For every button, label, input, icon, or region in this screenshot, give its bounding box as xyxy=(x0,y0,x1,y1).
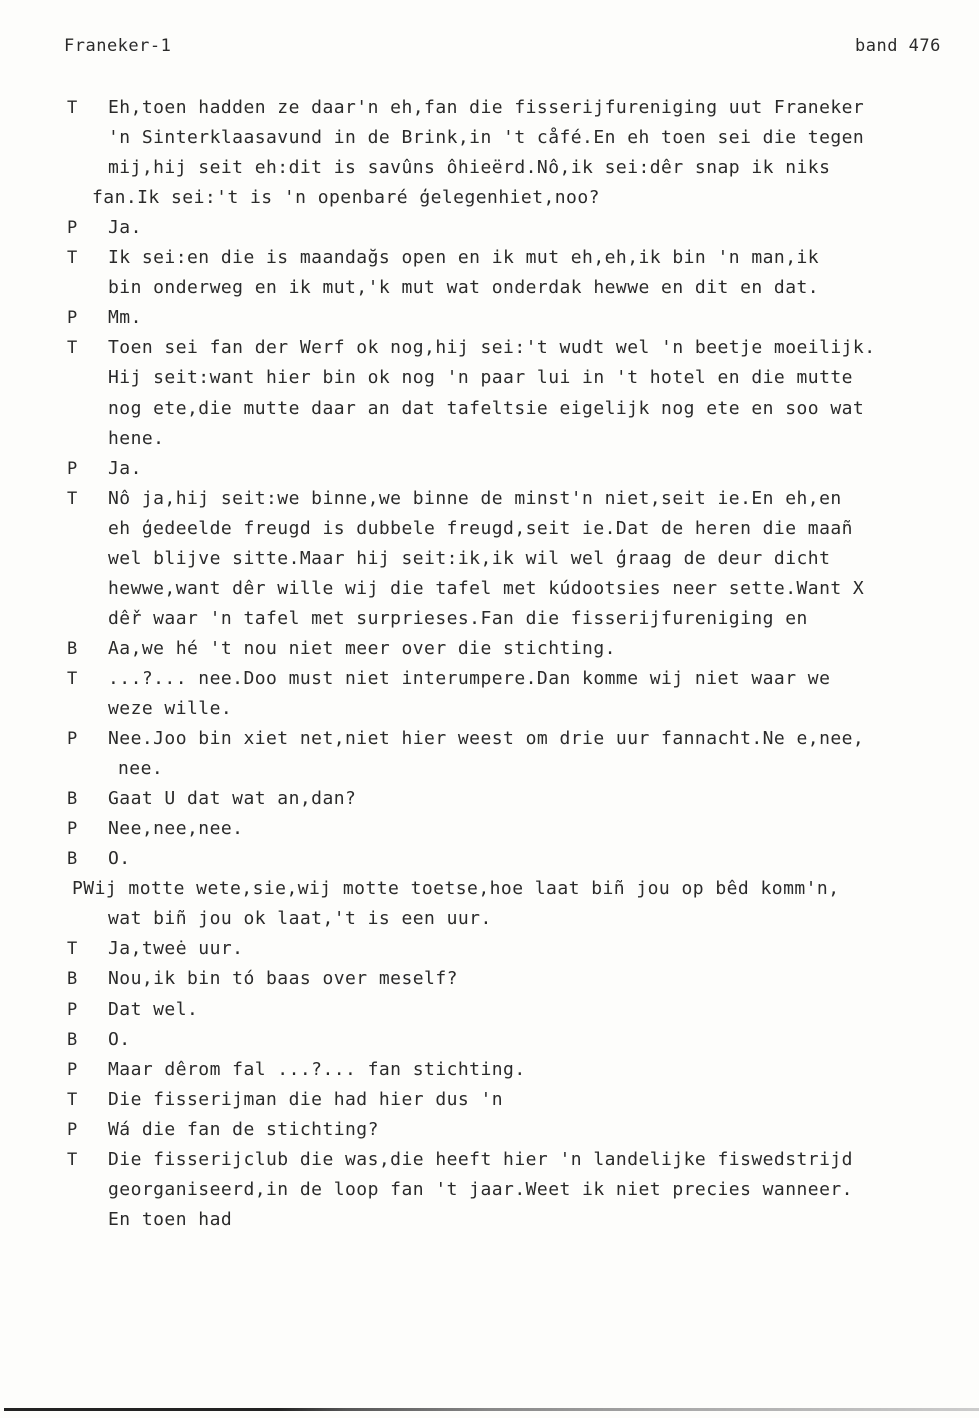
transcript-line xyxy=(0,754,979,784)
line-text: Hij seit:want hier bin ok nog 'n paar lui in 't hotel en die mutte xyxy=(108,367,853,388)
line-text: 'n Sinterklaasavund in de Brink,in 't cåfé.En eh toen sei die tegen xyxy=(108,127,865,148)
header-title: Franeker-1 xyxy=(64,36,172,56)
line-text: Toen sei fan der Werf ok nog,hij sei:'t wudt wel 'n beetje moeilijk. xyxy=(108,337,876,358)
transcript-line xyxy=(0,634,979,664)
line-text: nee. xyxy=(118,758,164,779)
transcript-line xyxy=(0,664,979,694)
transcript-line xyxy=(0,183,979,213)
transcript-line xyxy=(0,303,979,333)
line-text: Die fisserijclub die was,die heeft hier 'n landelijke fiswedstrijd xyxy=(108,1149,853,1170)
line-text: Eh,toen hadden ze daar'n eh,fan die fisserijfureniging uut Franeker xyxy=(108,97,865,118)
speaker-code: T xyxy=(67,1150,78,1170)
line-text: georganiseerd,in de loop fan 't jaar.Weet ik niet precies wanneer. xyxy=(108,1179,853,1200)
transcript-line xyxy=(0,213,979,243)
speaker-code: P xyxy=(67,308,78,328)
transcript-line xyxy=(0,363,979,393)
line-text: PWij motte wete,sie,wij motte toetse,hoe laat biñ jou op bêd komm'n, xyxy=(72,878,840,899)
transcript-line xyxy=(0,694,979,724)
transcript-line xyxy=(0,964,979,994)
speaker-code: P xyxy=(67,218,78,238)
transcript-line xyxy=(0,273,979,303)
transcript-line xyxy=(0,784,979,814)
line-text: Ik sei:en die is maandağs open en ik mut eh,eh,ik bin 'n man,ik xyxy=(108,247,820,268)
line-text: dêř waar 'n tafel met surprieses.Fan die fisserijfureniging en xyxy=(108,608,808,629)
speaker-code: T xyxy=(67,338,78,358)
line-text: hene. xyxy=(108,428,165,449)
speaker-code: T xyxy=(67,669,78,689)
line-text: En toen had xyxy=(108,1209,233,1230)
transcript-line xyxy=(0,995,979,1025)
transcript-line xyxy=(0,1055,979,1085)
speaker-code: P xyxy=(67,1000,78,1020)
transcript-line xyxy=(0,1025,979,1055)
speaker-code: P xyxy=(67,1060,78,1080)
scan-edge-line xyxy=(4,1408,979,1411)
transcript-line xyxy=(0,604,979,634)
line-text: Die fisserijman die had hier dus 'n xyxy=(108,1089,504,1110)
transcript-line xyxy=(0,814,979,844)
line-text: hewwe,want dêr wille wij die tafel met kúdootsies neer sette.Want X xyxy=(108,578,865,599)
transcript-line xyxy=(0,1115,979,1145)
speaker-code: T xyxy=(67,489,78,509)
transcript-line xyxy=(0,153,979,183)
transcript-line xyxy=(0,934,979,964)
line-text: Aa,we hé 't nou niet meer over die stichting. xyxy=(108,638,616,659)
transcript-line xyxy=(0,123,979,153)
line-text: O. xyxy=(108,848,131,869)
transcript-line xyxy=(0,454,979,484)
speaker-code: T xyxy=(67,939,78,959)
transcript-line xyxy=(0,724,979,754)
line-text: Mm. xyxy=(108,307,142,328)
speaker-code: B xyxy=(67,849,78,869)
line-text: bin onderweg en ik mut,'k mut wat onderdak hewwe en dit en dat. xyxy=(108,277,820,298)
transcript-line xyxy=(0,574,979,604)
transcript-line xyxy=(0,1205,979,1235)
line-text: O. xyxy=(108,1029,131,1050)
line-text: Dat wel. xyxy=(108,999,199,1020)
speaker-code: P xyxy=(67,459,78,479)
speaker-code: T xyxy=(67,248,78,268)
speaker-code: T xyxy=(67,98,78,118)
transcript-line xyxy=(0,93,979,123)
transcript-line xyxy=(0,844,979,874)
line-text: wel blijve sitte.Maar hij seit:ik,ik wil wel ģraag de deur dicht xyxy=(108,548,831,569)
line-text: wat biñ jou ok laat,'t is een uur. xyxy=(108,908,492,929)
line-text: fan.Ik sei:'t is 'n openbaré ģelegenhiet,noo? xyxy=(92,187,600,208)
speaker-code: T xyxy=(67,1090,78,1110)
line-text: weze wille. xyxy=(108,698,233,719)
transcript-line xyxy=(0,1145,979,1175)
line-text: Ja. xyxy=(108,458,142,479)
line-text: Nou,ik bin tó baas over meself? xyxy=(108,968,458,989)
speaker-code: P xyxy=(67,819,78,839)
transcript-line xyxy=(0,333,979,363)
speaker-code: B xyxy=(67,969,78,989)
speaker-code: B xyxy=(67,639,78,659)
transcript-line xyxy=(0,1175,979,1205)
transcript-line xyxy=(0,424,979,454)
transcript-line xyxy=(0,484,979,514)
line-text: Gaat U dat wat an,dan? xyxy=(108,788,357,809)
speaker-code: P xyxy=(67,729,78,749)
speaker-code: P xyxy=(67,1120,78,1140)
transcript-line xyxy=(0,904,979,934)
speaker-code: B xyxy=(67,789,78,809)
transcript-line xyxy=(0,243,979,273)
line-text: nog ete,die mutte daar an dat tafeltsie eigelijk nog ete en soo wat xyxy=(108,398,865,419)
line-text: ...?... nee.Doo must niet interumpere.Dan komme wij niet waar we xyxy=(108,668,831,689)
speaker-code: B xyxy=(67,1030,78,1050)
transcript-line xyxy=(0,874,979,904)
line-text: Ja. xyxy=(108,217,142,238)
line-text: Wá die fan de stichting? xyxy=(108,1119,379,1140)
transcript-line xyxy=(0,1085,979,1115)
header-tape-number: band 476 xyxy=(855,36,941,56)
line-text: Nô ja,hij seit:we binne,we binne de minst'n niet,seit ie.En eh,en xyxy=(108,488,842,509)
line-text: Ja,tweė uur. xyxy=(108,938,244,959)
transcript-line xyxy=(0,514,979,544)
line-text: Nee,nee,nee. xyxy=(108,818,244,839)
line-text: mij,hij seit eh:dit is savûns ôhieërd.Nô,ik sei:dêr snap ik niks xyxy=(108,157,831,178)
line-text: Nee.Joo bin xiet net,niet hier weest om drie uur fannacht.Ne e,nee, xyxy=(108,728,865,749)
transcript-line xyxy=(0,544,979,574)
transcript-line xyxy=(0,394,979,424)
line-text: Maar dêrom fal ...?... fan stichting. xyxy=(108,1059,526,1080)
line-text: eh ģedeelde freugd is dubbele freugd,seit ie.Dat de heren die maañ xyxy=(108,518,853,539)
